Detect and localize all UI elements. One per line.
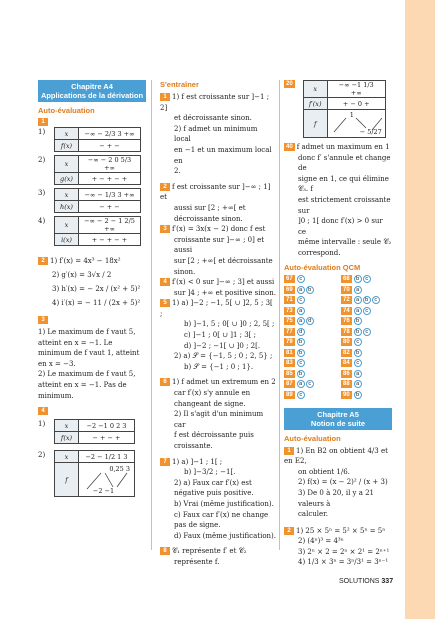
text-line	[160, 235, 276, 256]
text-line	[160, 203, 276, 214]
table-4-1: 1) x −2 −1 0 2 3 f(x) − + − +	[38, 418, 146, 446]
exercise-3	[38, 327, 146, 401]
line-text: 1) 25 × 5ⁿ = 5² × 5ⁿ = 5ⁿ	[296, 526, 386, 535]
qcm-item	[341, 327, 392, 337]
question-badge: 87	[286, 381, 293, 388]
table-4-2: 2) x −2 − 1/2 1 3 f 0,25 3 −2 −1	[38, 449, 146, 499]
line-text: pas de signe.	[174, 521, 221, 530]
exercise-badge: 3	[38, 316, 48, 324]
table-head: g(x)	[55, 173, 79, 185]
answer-circle: a	[297, 286, 305, 294]
line-text: f′(x) < 0 sur ]−∞ ; 3] et aussi	[172, 278, 275, 287]
question-badge: 88	[343, 381, 350, 388]
line-text: f est croissante sur ]−∞ ; 1] et	[160, 182, 271, 202]
line-text: 2) f(x) = (x − 2)² / (x + 3)	[298, 478, 388, 487]
line-text: f admet un maximum en 1	[296, 143, 390, 151]
exercise-badge: 7	[160, 458, 170, 466]
qcm-title: Auto-évaluation QCM	[284, 262, 361, 272]
table-label: 1)	[38, 128, 46, 136]
answer-circle: a	[354, 296, 362, 304]
text-line	[160, 467, 276, 478]
table-label: 2)	[38, 156, 46, 164]
line-text: aussi sur [2 ; +∞[ et	[174, 203, 246, 212]
exercise-badge: 5	[160, 299, 170, 307]
text-line	[160, 478, 276, 489]
exercise-line	[284, 526, 392, 537]
line-text: sur [2 ; +∞[ et décroissante	[174, 256, 273, 265]
qcm-item	[284, 338, 335, 348]
text-line	[160, 166, 276, 177]
answer-circle: a	[354, 286, 362, 294]
text-line	[160, 557, 276, 568]
table-label: 4)	[38, 217, 46, 225]
line-text: b) Vrai (même justification).	[174, 499, 274, 508]
line-text: 2) a) Faux car f′(x) est	[174, 478, 252, 487]
answer-circle: b	[354, 317, 362, 325]
qcm-item	[284, 306, 335, 316]
text-line	[284, 477, 392, 488]
exercise-line	[160, 377, 276, 388]
answer-circle: d	[306, 317, 314, 325]
line-text: sinon.	[174, 267, 196, 276]
table-head: x	[55, 217, 79, 234]
answer-circle: c	[372, 296, 380, 304]
qcm-item	[284, 327, 335, 337]
qcm-item	[284, 348, 335, 358]
exercise-line	[160, 182, 276, 203]
chapter-header-a5: Chapitre A5 Notion de suite	[284, 408, 392, 430]
sign-table	[54, 127, 141, 152]
text-line: 2) Le maximum de f vaut 5,	[38, 370, 136, 379]
question-badge: 81	[286, 349, 293, 356]
qcm-item	[341, 285, 392, 295]
line-text: car f′(x) s'y annule en	[174, 389, 251, 398]
table-values: − + −	[79, 140, 141, 152]
line-text: 𝒞₁ représente f′ et 𝒞₂	[172, 547, 247, 556]
answer-circle: b	[354, 349, 362, 357]
question-badge: 86	[343, 370, 350, 377]
answer-circle: c	[297, 359, 305, 367]
column-3	[284, 80, 392, 568]
question-badge: 74	[343, 307, 350, 314]
text-line	[284, 195, 392, 216]
answer-circle: a	[297, 380, 305, 388]
text-line: atteint en x = −1. Pas de	[38, 380, 127, 389]
question-badge: 71	[286, 297, 293, 304]
table-head: h(x)	[55, 201, 79, 213]
qcm-item	[341, 369, 392, 379]
line-text: représente f.	[174, 557, 220, 566]
question-badge: 72	[343, 297, 350, 304]
chapter-header-a4: Chapitre A4 Applications de la dérivation	[38, 80, 146, 102]
section-title: Auto-évaluation	[38, 106, 95, 115]
text-line	[160, 351, 276, 362]
answer-circle: b	[297, 349, 305, 357]
qcm-item	[341, 296, 392, 306]
table-values: −∞ − 2 0 5/3 +∞	[79, 156, 141, 173]
line-text: 1) a) ]−2 ; −1, 5[ ∪ ]2, 5 ; 3[ ;	[160, 299, 273, 318]
question-badge: 84	[343, 360, 350, 367]
exercise-badge: 6	[160, 378, 170, 386]
exercise-badge: 4	[160, 278, 170, 286]
text-line	[284, 557, 392, 568]
line-text: b) ]−1, 5 ; 0[ ∪ ]0 ; 2, 5[ ;	[184, 320, 275, 329]
line-text: 1) f est croissante sur ]−1 ; 2]	[160, 93, 270, 112]
line-text: 1) f admet un extremum en 2	[172, 378, 276, 387]
exercise-line	[284, 142, 392, 153]
line-text: 1) a) ]−1 ; 1[ ;	[172, 457, 223, 466]
answer-circle: b	[354, 391, 362, 399]
line-text: f est décroissante puis	[174, 431, 254, 440]
qcm-item	[284, 390, 335, 400]
line-text: est strictement croissante sur	[298, 195, 391, 215]
answer-circle: d	[297, 328, 305, 336]
answer-circle: c	[354, 338, 362, 346]
line-text: signe en 1, ce qui élimine 𝒞₃. f	[298, 174, 389, 194]
exercise-badge: 2	[160, 183, 170, 191]
variation-table	[38, 215, 146, 248]
table-head: i(x)	[55, 234, 79, 246]
question-badge: 73	[286, 307, 293, 314]
formula-text: 3) h′(x) = − 2x / (x² + 5)²	[52, 285, 141, 293]
line-text: 2) a) 𝒮 = {−1, 5 ; 0 ; 2, 5} ;	[174, 352, 273, 361]
sign-table	[54, 188, 141, 213]
exercise-line	[160, 298, 276, 319]
question-badge: 80	[343, 339, 350, 346]
text-line	[160, 388, 276, 399]
exercise-badge: 1	[38, 118, 48, 126]
exercise-line	[160, 224, 276, 235]
exercise-badge: 2	[38, 257, 48, 265]
variation-table	[38, 126, 146, 154]
text-line: atteint en x = −1. Le	[38, 338, 113, 347]
question-badge: 82	[343, 349, 350, 356]
text-line	[284, 237, 392, 248]
section-title: Auto-évaluation	[284, 433, 341, 443]
line-text: 2) f admet un minimum local	[174, 124, 258, 144]
exercise-badge: 3	[160, 225, 170, 233]
line-text: en −1 et un maximum local en	[174, 145, 272, 165]
variation-table	[38, 154, 146, 187]
qcm-item	[284, 369, 335, 379]
table-head: x	[55, 156, 79, 173]
exercise-20: 20 x −∞ −1 1/3 +∞ f′(x) + − 0 + f 1 − 5/27	[284, 80, 392, 138]
line-text: 3) 2ⁿ × 2 = 2ⁿ × 2¹ = 2ⁿ⁺¹	[298, 547, 390, 556]
text-line	[160, 256, 276, 267]
line-text: 4) 1/3 × 3ⁿ = 3ⁿ/3¹ = 3ⁿ⁻¹	[298, 558, 389, 567]
question-badge: 68	[343, 276, 350, 283]
line-text: donc f′ s'annule et change de	[298, 153, 391, 173]
text-line	[160, 267, 276, 278]
column-divider	[279, 80, 280, 550]
column-1	[38, 80, 146, 499]
question-badge: 90	[343, 391, 350, 398]
formula-line	[38, 268, 146, 282]
text-line	[160, 145, 276, 166]
text-line	[160, 113, 276, 124]
qcm-item	[341, 275, 392, 285]
line-text: 3) De 0 à 20, il y a 21 valeurs à	[298, 488, 375, 508]
line-text: 2) Il s'agit d'un minimum car	[174, 410, 264, 429]
exercise-line	[160, 546, 276, 557]
answer-circle: c	[306, 380, 314, 388]
question-badge: 67	[286, 276, 293, 283]
sign-table	[54, 216, 141, 246]
column-2	[160, 80, 276, 568]
text-line	[284, 509, 392, 520]
exercise-badge: 1	[284, 447, 294, 455]
question-badge: 75	[286, 318, 293, 325]
question-badge: 89	[286, 391, 293, 398]
text-line	[160, 510, 276, 521]
exercise-line	[284, 446, 392, 467]
qcm-item	[284, 380, 335, 390]
text-line: minimum.	[38, 391, 74, 400]
table-values: + − + − +	[79, 234, 141, 246]
qcm-item	[284, 317, 335, 327]
qcm-item	[284, 296, 335, 306]
table-head: x	[55, 189, 79, 201]
qcm-item	[284, 359, 335, 369]
answer-circle: b	[306, 286, 314, 294]
formula-line	[38, 254, 146, 268]
text-line	[160, 488, 276, 499]
text-line	[160, 399, 276, 410]
line-text: d) ]−2 ; −1[ ∪ ]0 ; 2[.	[184, 341, 261, 350]
text-line	[284, 153, 392, 174]
text-line	[160, 520, 276, 531]
text-line	[284, 536, 392, 547]
text-line	[160, 341, 276, 352]
exercise-badge: 40	[286, 144, 293, 150]
text-line	[160, 531, 276, 542]
text-line	[160, 319, 276, 330]
line-text: ]0 ; 1[ donc f′(x) > 0 sur ce	[298, 217, 383, 236]
exercise-list	[160, 92, 276, 568]
line-text: f′(x) = 3x(x − 2) donc f est	[172, 225, 266, 234]
line-text: négative puis positive.	[174, 489, 254, 498]
formula-text: 1) f′(x) = 4x³ − 18x²	[50, 257, 121, 265]
qcm-item	[341, 306, 392, 316]
question-badge: 77	[286, 328, 293, 335]
page-footer: SOLUTIONS 337	[339, 578, 394, 585]
qcm-item	[284, 285, 335, 295]
answer-circle: c	[363, 307, 371, 315]
text-line: 1) Le maximum de f vaut 5,	[38, 328, 136, 336]
qcm-answers	[284, 275, 392, 400]
text-line	[160, 330, 276, 341]
variation-table	[38, 187, 146, 215]
answer-circle: c	[363, 275, 371, 283]
formula-text: 2) g′(x) = 3√x / 2	[52, 271, 112, 279]
line-text: c) ]−1 ; 0[ ∪ ]1 ; 3[ ;	[184, 331, 256, 340]
answer-circle: a	[354, 307, 362, 315]
text-line: en x = −3.	[38, 359, 76, 368]
exercise-badge: 2	[284, 527, 294, 535]
line-text: correspond.	[298, 248, 341, 257]
side-tab-band	[405, 0, 435, 619]
column-divider	[151, 80, 152, 550]
text-line	[160, 124, 276, 145]
question-badge: 70	[343, 286, 350, 293]
qcm-item	[341, 338, 392, 348]
text-line	[160, 441, 276, 452]
exercise-badge: 1	[160, 93, 170, 101]
text-line	[160, 362, 276, 373]
question-badge: 78	[343, 328, 350, 335]
text-line: minimum de f vaut 1, atteint	[38, 349, 140, 358]
line-text: sur ]4 ; +∞ et positive sinon.	[174, 288, 276, 297]
answer-circle: c	[354, 359, 362, 367]
exercise-a5-2	[284, 526, 392, 568]
table-head: f(x)	[55, 140, 79, 152]
line-text: on obtient 1/6.	[298, 467, 350, 476]
line-text: et décroissante sinon.	[174, 114, 252, 123]
line-text: croissante sur ]−∞ ; 0] et aussi	[174, 235, 265, 255]
line-text: b) ]−3/2 ; −1[.	[184, 468, 236, 477]
answer-circle: c	[363, 328, 371, 336]
text-line	[284, 174, 392, 195]
line-text: même intervalle : seule 𝒞₂	[298, 238, 392, 247]
line-text: croissante.	[174, 442, 213, 450]
qcm-item	[341, 317, 392, 327]
text-line	[160, 288, 276, 299]
exercise-badge: 4	[38, 407, 48, 415]
section-title: S'entraîner	[160, 80, 199, 89]
answer-circle: c	[297, 275, 305, 283]
line-text: 1) En B2 on obtient 4/3 et en E2,	[284, 446, 388, 466]
answer-circle: b	[297, 370, 305, 378]
line-text: b) 𝒮 = {−1 ; 0 ; 1}.	[184, 362, 254, 371]
text-line	[284, 216, 392, 237]
question-badge: 69	[286, 286, 293, 293]
table-values: −∞ − 1/3 3 +∞	[79, 189, 141, 201]
text-line	[160, 409, 276, 430]
answer-circle: a	[297, 317, 305, 325]
answer-circle: b	[354, 275, 362, 283]
question-badge: 79	[286, 339, 293, 346]
line-text: c) Faux car f′(x) ne change	[174, 510, 269, 519]
line-text: 2) (4ⁿ)³ = 4³ⁿ	[298, 537, 344, 546]
sign-table	[54, 155, 141, 185]
answer-circle: a	[354, 370, 362, 378]
question-badge: 85	[286, 370, 293, 377]
line-text: calculer.	[298, 510, 328, 519]
qcm-item	[341, 348, 392, 358]
text-line	[160, 499, 276, 510]
answer-circle: a	[354, 380, 362, 388]
variation-tables	[38, 126, 146, 248]
answer-circle: b	[297, 338, 305, 346]
question-badge: 76	[343, 318, 350, 325]
qcm-item	[341, 380, 392, 390]
table-head: x	[55, 128, 79, 140]
exercise-badge: 8	[160, 547, 170, 555]
answer-circle: b	[354, 328, 362, 336]
qcm-item	[341, 390, 392, 400]
table-values: + − + − +	[79, 173, 141, 185]
text-line	[160, 214, 276, 225]
line-text: d) Faux (même justification).	[174, 531, 277, 540]
answer-circle: a	[297, 307, 305, 315]
exercise-line	[160, 277, 276, 288]
answer-circle: b	[363, 296, 371, 304]
exercise-line	[160, 92, 276, 113]
line-text: 2.	[174, 167, 181, 176]
exercise-40	[284, 142, 392, 259]
exercise-a5-1	[284, 446, 392, 520]
text-line	[284, 547, 392, 558]
formula-line	[38, 282, 146, 296]
formula-text: 4) i′(x) = − 11 / (2x + 5)²	[52, 299, 141, 307]
line-text: décroissante sinon.	[174, 214, 243, 223]
qcm-item	[284, 275, 335, 285]
qcm-item	[341, 359, 392, 369]
question-badge: 83	[286, 360, 293, 367]
exercise-line	[160, 457, 276, 468]
text-line	[284, 488, 392, 509]
answer-circle: c	[297, 296, 305, 304]
table-values: − + −	[79, 201, 141, 213]
answer-circle: c	[297, 391, 305, 399]
exercise-2	[38, 254, 146, 310]
table-values: −∞ − 2 − 1 2/5 +∞	[79, 217, 141, 234]
table-values: −∞ − 2/3 3 +∞	[79, 128, 141, 140]
text-line	[160, 430, 276, 441]
line-text: changeant de signe.	[174, 399, 246, 408]
text-line	[284, 248, 392, 259]
table-label: 3)	[38, 189, 46, 197]
text-line	[284, 467, 392, 478]
formula-line	[38, 296, 146, 310]
